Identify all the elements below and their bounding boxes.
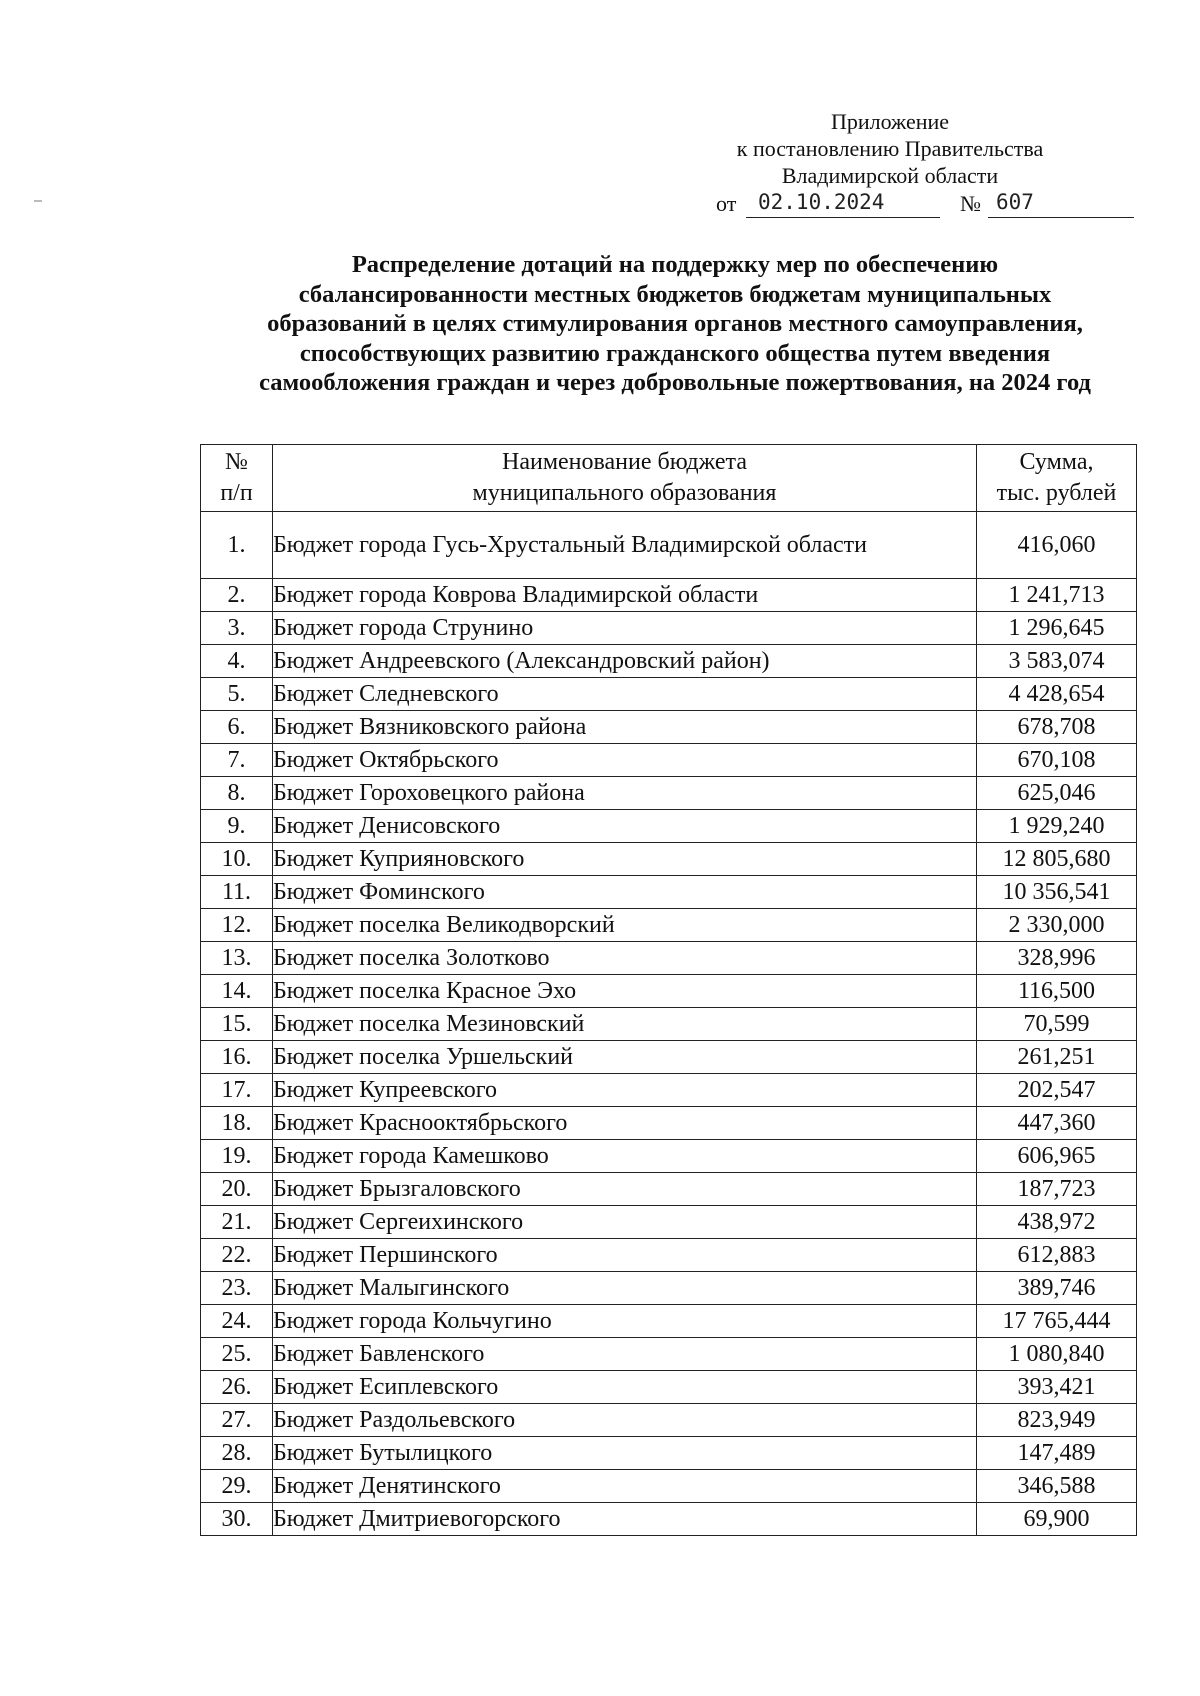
row-number-cell: 16. [201,1041,273,1074]
amount-cell: 393,421 [977,1371,1137,1404]
row-number-cell: 4. [201,645,273,678]
number-label: № [960,191,981,216]
table-row [201,777,1137,810]
appendix-label: Приложение [830,109,950,134]
budget-name-cell: Бюджет города Камешково [273,1140,977,1173]
table-row [201,1437,1137,1470]
amount-cell: 261,251 [977,1041,1137,1074]
budget-name-cell: Бюджет Бутылицкого [273,1437,977,1470]
row-number-cell: 11. [201,876,273,909]
budget-name-cell: Бюджет Куприяновского [273,843,977,876]
header-text: муниципального образования [472,480,777,506]
amount-cell: 823,949 [977,1404,1137,1437]
row-number-cell: 19. [201,1140,273,1173]
table-row [201,909,1137,942]
appendix-region-line: Владимирской области [781,163,999,188]
amount-cell: 1 296,645 [977,612,1137,645]
row-number-cell: 13. [201,942,273,975]
table-row [201,876,1137,909]
table-row [201,1008,1137,1041]
row-number-cell: 8. [201,777,273,810]
amount-cell: 69,900 [977,1503,1137,1536]
column-header-budget-name [273,445,977,512]
distribution-table [200,444,1137,1536]
amount-cell: 328,996 [977,942,1137,975]
budget-name-cell: Бюджет Гороховецкого района [273,777,977,810]
document-title [180,250,1170,398]
amount-cell: 1 929,240 [977,810,1137,843]
row-number-cell: 1. [201,512,273,579]
row-number-cell: 18. [201,1107,273,1140]
header-text: тыс. рублей [996,480,1117,506]
amount-cell: 147,489 [977,1437,1137,1470]
budget-name-cell: Бюджет поселка Золотково [273,942,977,975]
table-row [201,1272,1137,1305]
row-number-cell: 10. [201,843,273,876]
amount-cell: 12 805,680 [977,843,1137,876]
budget-name-cell: Бюджет Першинского [273,1239,977,1272]
amount-cell: 116,500 [977,975,1137,1008]
amount-cell: 447,360 [977,1107,1137,1140]
table-row [201,1338,1137,1371]
table-header-row [201,445,1137,512]
table-row [201,843,1137,876]
table-row [201,1404,1137,1437]
title-line: образований в целях стимулирования органов местного самоуправления, [267,310,1083,337]
header-text: Сумма, [1019,449,1094,475]
header-text: Наименование бюджета [501,449,747,475]
amount-cell: 202,547 [977,1074,1137,1107]
amount-cell: 670,108 [977,744,1137,777]
row-number-cell: 5. [201,678,273,711]
row-number-cell: 7. [201,744,273,777]
amount-cell: 416,060 [977,512,1137,579]
row-number-cell: 21. [201,1206,273,1239]
amount-cell: 1 241,713 [977,579,1137,612]
row-number-cell: 14. [201,975,273,1008]
table-row [201,1305,1137,1338]
budget-name-cell: Бюджет Денятинского [273,1470,977,1503]
table-row [201,1470,1137,1503]
budget-name-cell: Бюджет поселка Великодворский [273,909,977,942]
amount-cell: 438,972 [977,1206,1137,1239]
table-row [201,744,1137,777]
row-number-cell: 20. [201,1173,273,1206]
table-row [201,612,1137,645]
budget-name-cell: Бюджет Фоминского [273,876,977,909]
amount-cell: 389,746 [977,1272,1137,1305]
table-body [201,512,1137,1536]
budget-name-cell: Бюджет поселка Красное Эхо [273,975,977,1008]
table-row [201,1107,1137,1140]
row-number-cell: 15. [201,1008,273,1041]
amount-cell: 612,883 [977,1239,1137,1272]
table-row [201,678,1137,711]
amount-cell: 625,046 [977,777,1137,810]
number-underline [988,217,1134,218]
budget-name-cell: Бюджет Вязниковского района [273,711,977,744]
budget-name-cell: Бюджет города Коврова Владимирской области [273,579,977,612]
table-row [201,512,1137,579]
title-line: Распределение дотаций на поддержку мер по обеспечению [351,251,999,278]
row-number-cell: 30. [201,1503,273,1536]
budget-name-cell: Бюджет Денисовского [273,810,977,843]
table-row [201,1173,1137,1206]
row-number-cell: 26. [201,1371,273,1404]
table-row [201,1140,1137,1173]
budget-name-cell: Бюджет Октябрьского [273,744,977,777]
row-number-cell: 3. [201,612,273,645]
amount-cell: 70,599 [977,1008,1137,1041]
amount-cell: 346,588 [977,1470,1137,1503]
amount-cell: 17 765,444 [977,1305,1137,1338]
date-from-label: от [716,191,737,216]
budget-name-cell: Бюджет поселка Уршельский [273,1041,977,1074]
table-row [201,1503,1137,1536]
row-number-cell: 22. [201,1239,273,1272]
row-number-cell: 27. [201,1404,273,1437]
table-row [201,975,1137,1008]
amount-cell: 2 330,000 [977,909,1137,942]
budget-name-cell: Бюджет Сергеихинского [273,1206,977,1239]
title-line: самообложения граждан и через добровольные пожертвования, на 2024 год [259,369,1091,396]
amount-cell: 678,708 [977,711,1137,744]
table-row [201,1371,1137,1404]
row-number-cell: 9. [201,810,273,843]
decree-number: 607 [996,190,1034,214]
budget-name-cell: Бюджет города Кольчугино [273,1305,977,1338]
scan-speck [34,200,42,202]
budget-name-cell: Бюджет Купреевского [273,1074,977,1107]
table-row [201,645,1137,678]
row-number-cell: 6. [201,711,273,744]
budget-name-cell: Бюджет поселка Мезиновский [273,1008,977,1041]
budget-name-cell: Бюджет Бавленского [273,1338,977,1371]
table-row [201,1041,1137,1074]
table-row [201,1206,1137,1239]
column-header-number [201,445,273,512]
table-row [201,711,1137,744]
date-underline [746,217,940,218]
row-number-cell: 17. [201,1074,273,1107]
header-text: № [225,449,248,475]
budget-name-cell: Бюджет Следневского [273,678,977,711]
title-line: сбалансированности местных бюджетов бюджетам муниципальных [298,280,1052,308]
table-row [201,1239,1137,1272]
appendix-decree-line: к постановлению Правительства [736,136,1044,161]
budget-name-cell: Бюджет Есиплевского [273,1371,977,1404]
amount-cell: 3 583,074 [977,645,1137,678]
budget-name-cell: Бюджет Раздольевского [273,1404,977,1437]
amount-cell: 1 080,840 [977,1338,1137,1371]
table-row [201,942,1137,975]
budget-name-cell: Бюджет Дмитриевогорского [273,1503,977,1536]
decree-date-number [716,191,1136,221]
table-row [201,1074,1137,1107]
header-text: п/п [220,480,253,506]
row-number-cell: 28. [201,1437,273,1470]
table-row [201,810,1137,843]
amount-cell: 187,723 [977,1173,1137,1206]
row-number-cell: 25. [201,1338,273,1371]
budget-name-cell: Бюджет Андреевского (Александровский район) [273,645,977,678]
budget-name-cell: Бюджет Краснооктябрьского [273,1107,977,1140]
row-number-cell: 2. [201,579,273,612]
row-number-cell: 12. [201,909,273,942]
decree-date: 02.10.2024 [758,190,885,214]
budget-name-cell: Бюджет Брызгаловского [273,1173,977,1206]
column-header-amount [977,445,1137,512]
appendix-header [700,108,1080,189]
title-line: способствующих развитию гражданского общества путем введения [299,339,1051,367]
amount-cell: 4 428,654 [977,678,1137,711]
budget-name-cell: Бюджет города Струнино [273,612,977,645]
budget-name-cell: Бюджет Малыгинского [273,1272,977,1305]
amount-cell: 606,965 [977,1140,1137,1173]
row-number-cell: 24. [201,1305,273,1338]
budget-name-cell: Бюджет города Гусь-Хрустальный Владимирской области [273,512,977,579]
row-number-cell: 23. [201,1272,273,1305]
row-number-cell: 29. [201,1470,273,1503]
amount-cell: 10 356,541 [977,876,1137,909]
table-row [201,579,1137,612]
